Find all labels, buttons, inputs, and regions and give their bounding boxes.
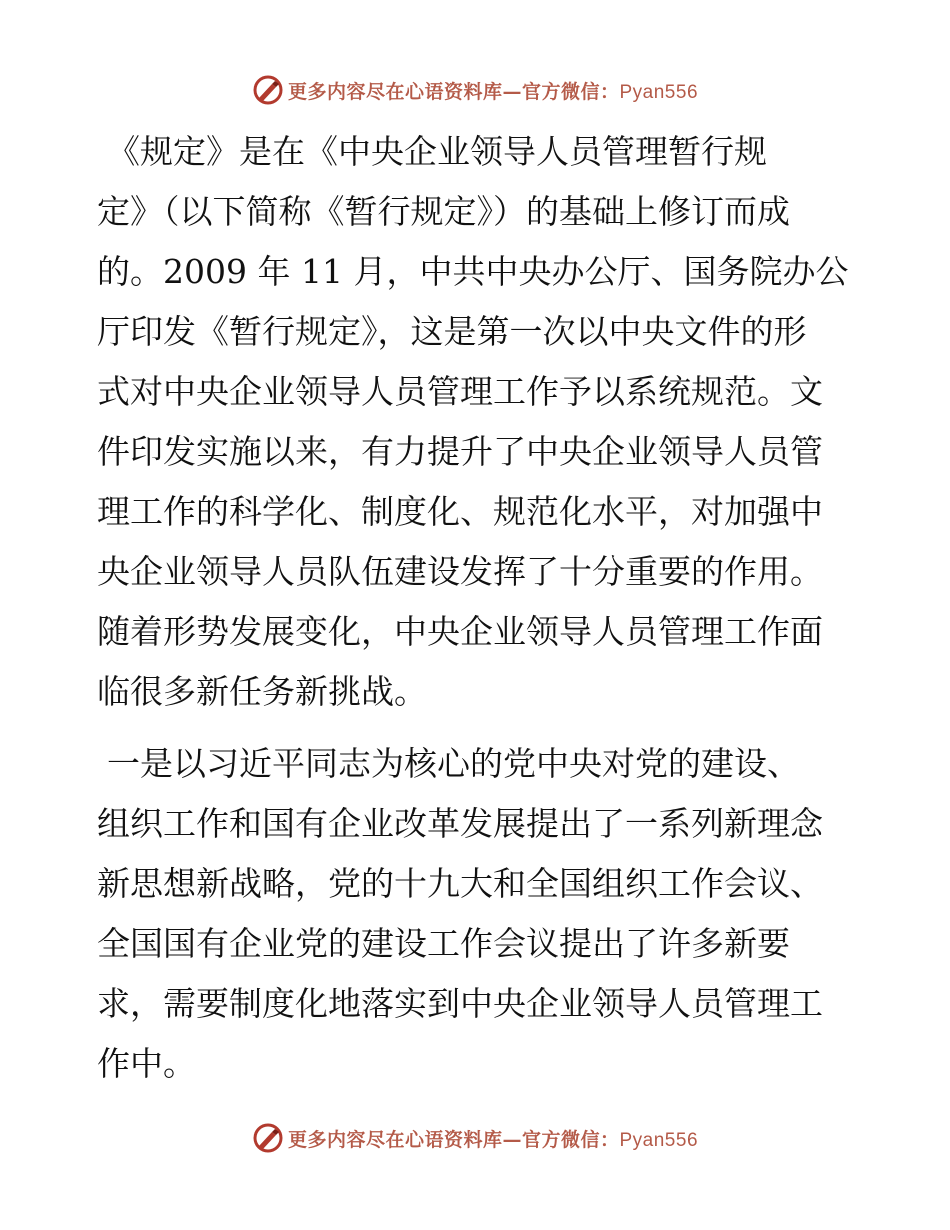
text-line: 理工作的科学化、制度化、规范化水平，对加强中 [97,492,823,531]
text-line: 的。2009 年 11 月，中共中央办公厅、国务院办公 [97,252,849,291]
text-line: 新思想新战略，党的十九大和全国组织工作会议、 [97,864,823,903]
footer-banner [0,1118,950,1158]
text-line: 一是以习近平同志为核心的党中央对党的建设、 [107,744,800,783]
text-line: 临很多新任务新挑战。 [97,672,427,711]
text-line: 件印发实施以来，有力提升了中央企业领导人员管 [97,432,823,471]
text-line: 式对中央企业领导人员管理工作予以系统规范。文 [97,372,823,411]
text-line: 《规定》是在《中央企业领导人员管理暂行规 [107,132,767,171]
document-body [97,122,857,1094]
header-banner [0,70,950,110]
text-line: 全国国有企业党的建设工作会议提出了许多新要 [97,924,790,963]
text-line: 定》（以下简称《暂行规定》）的基础上修订而成 [97,192,790,231]
text-line: 作中。 [97,1044,196,1083]
pen-logo-icon [252,74,284,106]
paragraph-1 [97,122,857,722]
text-line: 求，需要制度化地落实到中央企业领导人员管理工 [97,984,823,1023]
pen-logo-icon [252,1122,284,1154]
text-line: 厅印发《暂行规定》，这是第一次以中央文件的形 [97,312,807,351]
text-line: 随着形势发展变化，中央企业领导人员管理工作面 [97,612,823,651]
paragraph-2 [97,734,857,1094]
banner-text: 更多内容尽在心语资料库—官方微信：Pyan556 [287,80,699,103]
text-line: 组织工作和国有企业改革发展提出了一系列新理念 [97,804,823,843]
banner-text: 更多内容尽在心语资料库—官方微信：Pyan556 [287,1128,699,1151]
text-line: 央企业领导人员队伍建设发挥了十分重要的作用。 [97,552,823,591]
